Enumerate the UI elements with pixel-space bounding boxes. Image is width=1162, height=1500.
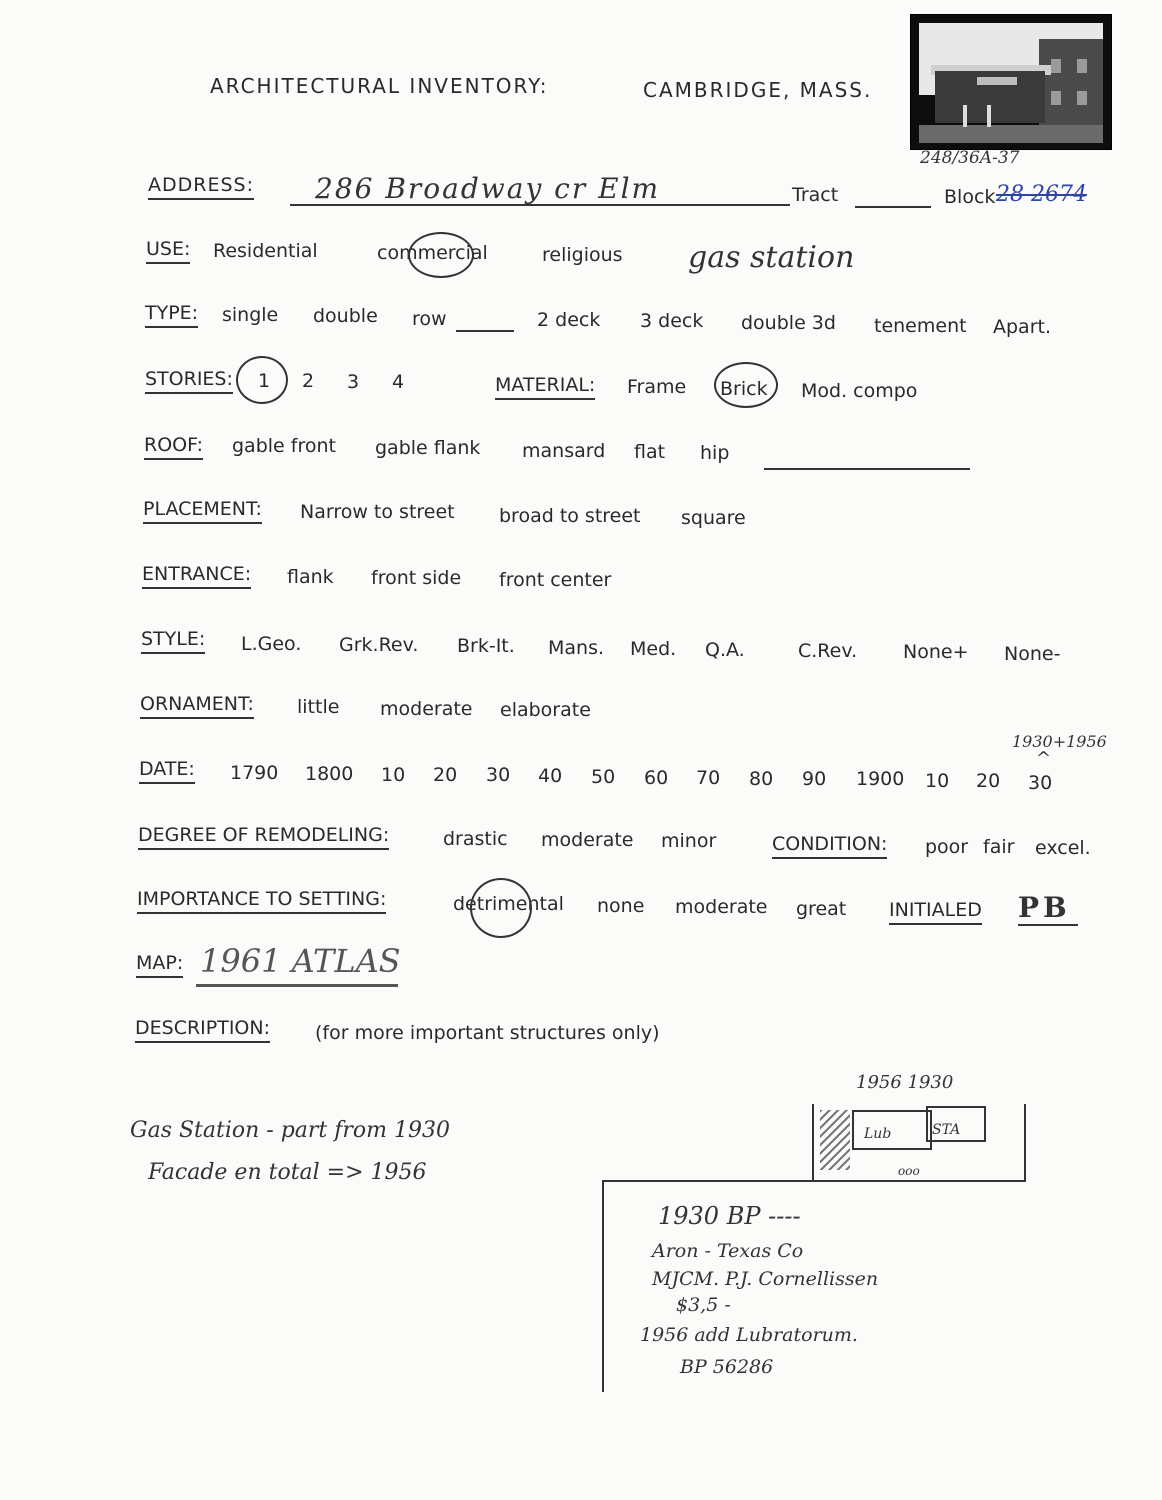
date-arrow: ^	[1036, 748, 1052, 769]
use-option-residential: Residential	[213, 240, 318, 262]
date-option-1920: 20	[976, 770, 1001, 792]
roof-option-hip: hip	[700, 442, 730, 464]
roof-option-mansard: mansard	[522, 440, 606, 462]
style-label: STYLE:	[141, 628, 205, 654]
date-option-1790: 1790	[230, 762, 279, 784]
ornament-option-little: little	[297, 696, 340, 718]
date-note: 1930+1956	[1012, 732, 1107, 751]
ornament-option-moderate: moderate	[380, 698, 473, 720]
date-option-60: 60	[644, 767, 669, 789]
type-option-row: row	[412, 308, 447, 330]
style-option-grk-rev: Grk.Rev.	[339, 634, 419, 656]
date-option-1910: 10	[925, 770, 950, 792]
style-option-c-rev: C.Rev.	[798, 640, 858, 662]
type-label: TYPE:	[145, 302, 198, 328]
date-option-1900: 1900	[856, 768, 905, 790]
form-city: CAMBRIDGE, MASS.	[643, 78, 873, 102]
sketch-pumps: ooo	[898, 1164, 920, 1178]
use-label: USE:	[146, 238, 190, 264]
type-blank-line	[456, 330, 514, 332]
placement-label: PLACEMENT:	[143, 498, 262, 524]
condition-label: CONDITION:	[772, 833, 887, 859]
roof-option-gable-front: gable front	[232, 435, 336, 457]
selection-circle-commercial	[408, 232, 474, 278]
date-option-20: 20	[433, 764, 458, 786]
initialed-label: INITIALED	[889, 899, 982, 925]
date-option-1930: 30	[1028, 772, 1053, 794]
tract-label: Tract	[792, 184, 839, 206]
roof-blank-line	[764, 468, 970, 470]
material-label: MATERIAL:	[495, 374, 595, 400]
address-value: 286 Broadway cr Elm	[315, 172, 661, 205]
type-option-3-deck: 3 deck	[640, 310, 704, 332]
tract-underline	[855, 206, 931, 208]
initialed-value: PB	[1018, 891, 1078, 926]
importance-label: IMPORTANCE TO SETTING:	[137, 888, 386, 914]
sketch-sta-label: STA	[932, 1122, 961, 1138]
material-option-frame: Frame	[627, 376, 687, 398]
date-option-40: 40	[538, 765, 563, 787]
selection-circle-stories-1	[236, 356, 288, 404]
type-option-single: single	[222, 304, 279, 326]
placement-option-square: square	[681, 507, 746, 529]
stories-option-1: 1	[258, 370, 271, 392]
box-line4: $3,5 -	[676, 1294, 731, 1316]
date-option-90: 90	[802, 768, 827, 790]
box-line6: BP 56286	[680, 1356, 774, 1378]
type-option-2-deck: 2 deck	[537, 309, 601, 331]
remodeling-option-drastic: drastic	[443, 828, 508, 850]
remodeling-option-minor: minor	[661, 830, 717, 852]
map-label: MAP:	[136, 952, 183, 978]
style-option-brk-it: Brk-It.	[457, 635, 515, 657]
entrance-label: ENTRANCE:	[142, 563, 251, 589]
date-option-80: 80	[749, 768, 774, 790]
importance-option-detrimental: detrimental	[453, 893, 564, 915]
roof-option-flat: flat	[634, 441, 666, 463]
stories-option-3: 3	[347, 371, 360, 393]
note-left-line2: Facade en total => 1956	[148, 1160, 427, 1185]
entrance-option-flank: flank	[287, 566, 334, 588]
type-option-apart: Apart.	[993, 316, 1052, 338]
date-label: DATE:	[139, 758, 195, 784]
style-option-l-geo: L.Geo.	[241, 633, 302, 655]
sketch-lub-label: Lub	[864, 1126, 892, 1142]
selection-circle-detrimental	[470, 878, 532, 938]
box-line3: MJCM. P.J. Cornellissen	[652, 1268, 879, 1290]
style-option-mans: Mans.	[548, 637, 605, 659]
address-label: ADDRESS:	[148, 174, 254, 200]
stories-option-4: 4	[392, 371, 405, 393]
note-left-line1: Gas Station - part from 1930	[130, 1118, 451, 1143]
type-option-tenement: tenement	[874, 315, 967, 337]
condition-option-excel: excel.	[1035, 837, 1091, 859]
block-value: 28 2674	[996, 182, 1087, 207]
importance-option-none: none	[597, 895, 645, 917]
date-option-50: 50	[591, 766, 616, 788]
use-option-religious: religious	[542, 244, 623, 266]
type-option-double: double	[313, 305, 378, 327]
importance-option-great: great	[796, 898, 847, 920]
date-option-70: 70	[696, 767, 721, 789]
entrance-option-front-center: front center	[499, 569, 612, 591]
date-option-10: 10	[381, 764, 406, 786]
selection-circle-brick	[714, 362, 778, 408]
stories-option-2: 2	[302, 370, 315, 392]
map-underline	[196, 984, 398, 987]
style-option-med: Med.	[630, 638, 677, 660]
stories-label: STORIES:	[145, 368, 233, 394]
map-value: 1961 ATLAS	[200, 942, 401, 980]
roof-label: ROOF:	[144, 434, 203, 460]
description-label: DESCRIPTION:	[135, 1017, 270, 1043]
material-option-mod-compo: Mod. compo	[801, 380, 918, 402]
placement-option-broad: broad to street	[499, 505, 641, 527]
box-line5: 1956 add Lubratorum.	[640, 1324, 858, 1346]
block-label: Block	[944, 186, 996, 208]
importance-option-moderate: moderate	[675, 896, 768, 918]
remodeling-option-moderate: moderate	[541, 829, 634, 851]
ornament-label: ORNAMENT:	[140, 693, 254, 719]
style-option-none-plus: None+	[903, 641, 969, 663]
placement-option-narrow: Narrow to street	[300, 501, 455, 523]
date-option-1800: 1800	[305, 763, 354, 785]
photo-ref: 248/36A-37	[920, 148, 1020, 168]
date-option-30: 30	[486, 764, 511, 786]
style-option-none-minus: None-	[1004, 643, 1061, 665]
remodeling-label: DEGREE OF REMODELING:	[138, 824, 389, 850]
form-title: ARCHITECTURAL INVENTORY:	[210, 74, 549, 98]
ornament-option-elaborate: elaborate	[500, 699, 591, 721]
description-hint: (for more important structures only)	[315, 1022, 660, 1044]
roof-option-gable-flank: gable flank	[375, 437, 481, 459]
material-option-brick: Brick	[720, 378, 768, 400]
condition-option-fair: fair	[983, 836, 1015, 858]
condition-option-poor: poor	[925, 836, 969, 858]
entrance-option-front-side: front side	[371, 567, 462, 589]
use-option-commercial: commercial	[377, 242, 488, 264]
type-option-double-3d: double 3d	[741, 312, 836, 334]
sketch-years: 1956 1930	[856, 1072, 954, 1093]
use-note: gas station	[688, 240, 855, 275]
style-option-qa: Q.A.	[705, 639, 745, 661]
building-photo	[910, 14, 1112, 150]
box-line2: Aron - Texas Co	[652, 1240, 804, 1262]
box-line1: 1930 BP ----	[658, 1202, 801, 1230]
